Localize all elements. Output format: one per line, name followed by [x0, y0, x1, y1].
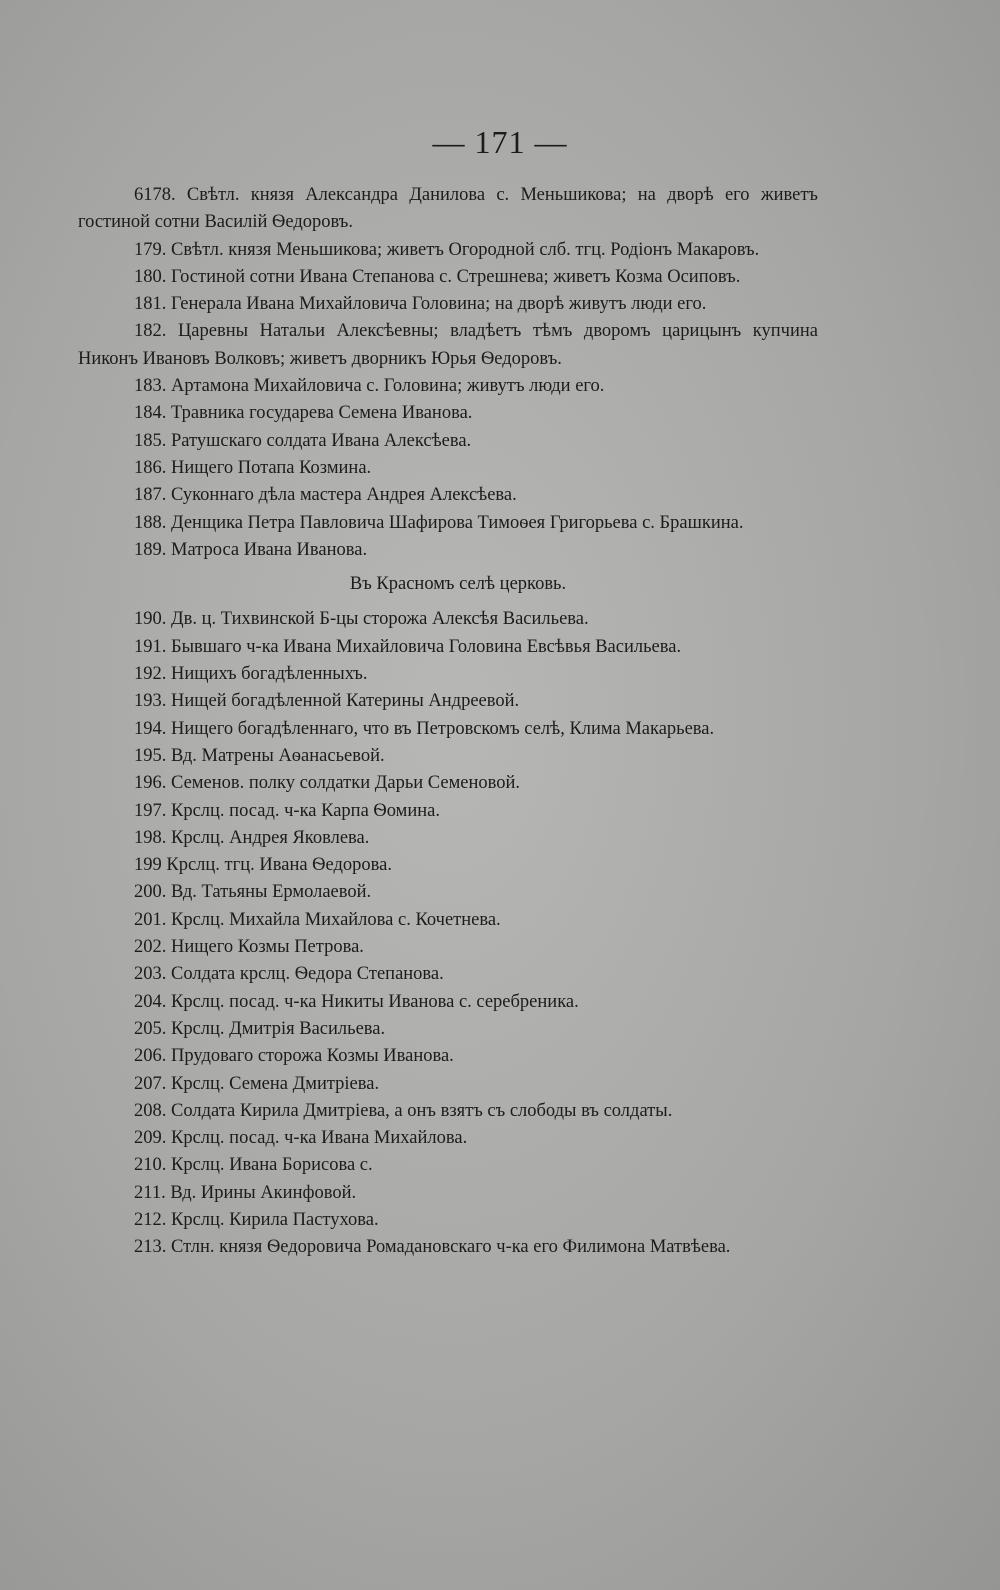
entry-209: 209. Крслц. посад. ч-ка Ивана Михайлова. [134, 1128, 468, 1149]
entry-206: 206. Прудоваго сторожа Козмы Иванова. [134, 1046, 454, 1067]
entry-188: 188. Денщика Петра Павловича Шафирова Тимоѳея Григорьева с. Брашкина. [134, 512, 744, 533]
entry-197: 197. Крслц. посад. ч-ка Карпа Ѳомина. [134, 800, 441, 821]
entry-198: 198. Крслц. Андрея Яковлева. [134, 827, 370, 848]
entry-196: 196. Семенов. полку солдатки Дарьи Семеновой. [134, 773, 521, 794]
entry-211: 211. Вд. Ирины Акинфовой. [134, 1182, 357, 1203]
entry-202: 202. Нищего Козмы Петрова. [134, 937, 364, 958]
entry-190: 190. Дв. ц. Тихвинской Б-цы сторожа Алексѣя Васильева. [134, 609, 589, 630]
entry-184: 184. Травника государева Семена Иванова. [134, 403, 473, 424]
entry-180: 180. Гостиной сотни Ивана Степанова с. Стрешнева; живетъ Козма Осиповъ. [134, 266, 741, 287]
entry-181: 181. Генерала Ивана Михайловича Головина; на дворѣ живутъ люди его. [134, 294, 707, 315]
entry-210: 210. Крслц. Ивана Борисова с. [134, 1155, 373, 1176]
entry-179: 179. Свѣтл. князя Меньшикова; живетъ Огородной слб. тгц. Родіонъ Макаровъ. [134, 239, 760, 260]
section-heading: Въ Красномъ селѣ церковь. [349, 574, 567, 595]
entry-192: 192. Нищихъ богадѣленныхъ. [134, 664, 368, 685]
entry-204: 204. Крслц. посад. ч-ка Никиты Иванова с. серебреника. [134, 991, 579, 1012]
entry-191: 191. Бывшаго ч-ка Ивана Михайловича Головина Евсѣвья Васильева. [134, 636, 682, 657]
entry-201: 201. Крслц. Михайла Михайлова с. Кочетнева. [134, 909, 501, 930]
entry-212: 212. Крслц. Кирила Пастухова. [134, 1209, 379, 1230]
entry-208: 208. Солдата Кирила Дмитріева, а онъ взятъ съ слободы въ солдаты. [134, 1100, 673, 1121]
entry-189: 189. Матроса Ивана Иванова. [134, 539, 368, 560]
entry-207: 207. Крслц. Семена Дмитріева. [134, 1073, 380, 1094]
entry-195: 195. Вд. Матрены Аѳанасьевой. [134, 745, 385, 766]
entry-186: 186. Нищего Потапа Козмина. [134, 457, 372, 478]
entry-203: 203. Солдата крслц. Ѳедора Степанова. [134, 964, 444, 985]
entry-187: 187. Суконнаго дѣла мастера Андрея Алексѣева. [134, 485, 517, 506]
entry-213: 213. Стлн. князя Ѳедоровича Ромадановскаго ч-ка его Филимона Матвѣева. [134, 1237, 731, 1258]
entry-185: 185. Ратушскаго солдата Ивана Алексѣева. [134, 430, 472, 451]
entry-193: 193. Нищей богадѣленной Катерины Андреевой. [134, 691, 520, 712]
page-number: — 171 — [432, 124, 568, 160]
entry-182: 182. Царевны Натальи Алексѣевны; владѣетъ тѣмъ дворомъ царицынъ купчина Никонъ Ивановъ Волковъ; живетъ дворникъ Юрья Ѳедоровъ. [78, 321, 818, 369]
entry-199: 199 Крслц. тгц. Ивана Ѳедорова. [134, 855, 392, 876]
entry-200: 200. Вд. Татьяны Ермолаевой. [134, 882, 372, 903]
entry-6178: 6178. Свѣтл. князя Александра Данилова с. Меньшикова; на дворѣ его живетъ гостиной сотни Василій Ѳедоровъ. [78, 185, 818, 233]
entry-194: 194. Нищего богадѣленнаго, что въ Петровскомъ селѣ, Клима Макарьева. [134, 718, 715, 739]
entry-205: 205. Крслц. Дмитрія Васильева. [134, 1018, 386, 1039]
text-column [78, 182, 818, 1262]
entry-183: 183. Артамона Михайловича с. Головина; живутъ люди его. [134, 376, 605, 397]
